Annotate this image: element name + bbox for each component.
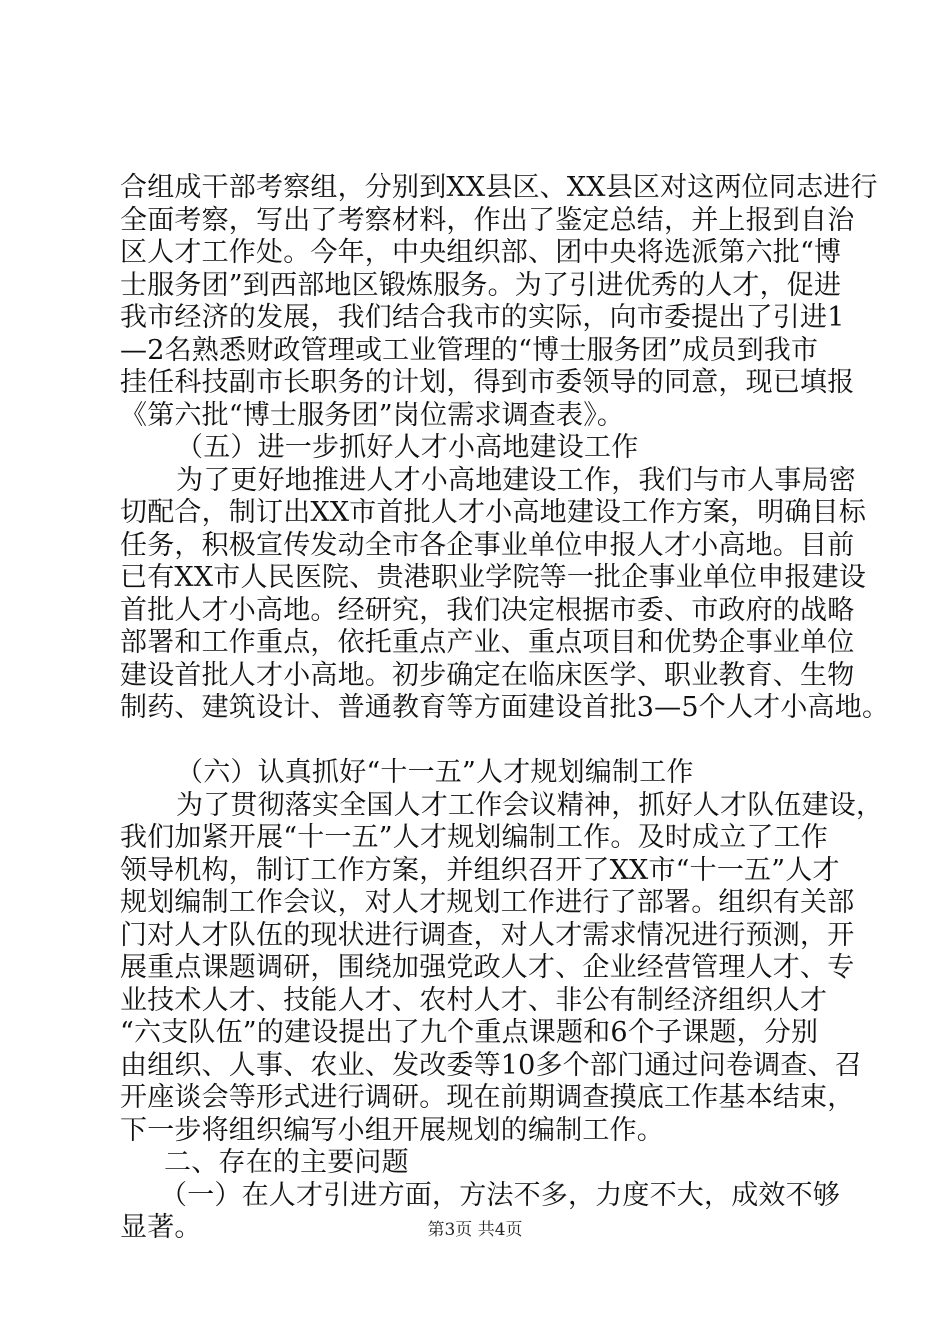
body-line: 业技术人才、技能人才、农村人才、非公有制经济组织人才 (120, 984, 828, 1016)
subsection-heading-1: （一）在人才引进方面，方法不多，力度不大，成效不够 (160, 1179, 840, 1211)
body-line: 为了更好地推进人才小高地建设工作，我们与市人事局密 (176, 464, 856, 496)
body-line: “六支队伍”的建设提出了九个重点课题和6个子课题，分别 (120, 1017, 819, 1048)
section-heading-5: （五）进一步抓好人才小高地建设工作 (176, 432, 639, 463)
body-line: 制药、建筑设计、普通教育等方面建设首批3—5个人才小高地。 (120, 692, 890, 723)
body-line: 下一步将组织编写小组开展规划的编制工作。 (120, 1114, 664, 1146)
body-line: —2名熟悉财政管理或工业管理的“博士服务团”成员到我市 (120, 334, 819, 366)
body-line: 规划编制工作会议，对人才规划工作进行了部署。组织有关部 (120, 887, 855, 918)
body-line: 显著。 (120, 1212, 202, 1243)
body-line: 开座谈会等形式进行调研。现在前期调查摸底工作基本结束， (120, 1082, 855, 1113)
body-line: 合组成干部考察组，分别到XX县区、XX县区对这两位同志进行 (120, 172, 878, 203)
body-line: 领导机构，制订工作方案，并组织召开了XX市“十一五”人才 (120, 854, 840, 886)
section-heading-6: （六）认真抓好“十一五”人才规划编制工作 (176, 757, 694, 788)
body-line: 展重点课题调研，围绕加强党政人才、企业经营管理人才、专 (120, 952, 855, 983)
body-line: 我市经济的发展，我们结合我市的实际，向市委提出了引进1 (120, 302, 845, 333)
body-line: 任务，积极宣传发动全市各企事业单位申报人才小高地。目前 (120, 529, 855, 561)
body-line: 由组织、人事、农业、发改委等10多个部门通过问卷调查、召 (120, 1049, 862, 1081)
body-line: 区人才工作处。今年，中央组织部、团中央将选派第六批“博 (120, 237, 842, 268)
document-body (120, 172, 890, 1245)
paragraph-gap (120, 725, 860, 758)
body-line: 建设首批人才小高地。初步确定在临床医学、职业教育、生物 (120, 659, 855, 691)
body-line: 已有XX市人民医院、贵港职业学院等一批企事业单位申报建设 (120, 562, 867, 593)
body-line: 《第六批“博士服务团”岗位需求调查表》。 (120, 399, 625, 431)
body-line: 我们加紧开展“十一五”人才规划编制工作。及时成立了工作 (120, 822, 829, 853)
body-line: 首批人才小高地。经研究，我们决定根据市委、市政府的战略 (120, 594, 855, 626)
body-line: 为了贯彻落实全国人才工作会议精神，抓好人才队伍建设， (176, 789, 884, 821)
body-line: 门对人才队伍的现状进行调查，对人才需求情况进行预测，开 (120, 919, 855, 951)
body-line: 部署和工作重点，依托重点产业、重点项目和优势企事业单位 (120, 627, 855, 658)
body-line: 挂任科技副市长职务的计划，得到市委领导的同意，现已填报 (120, 367, 855, 398)
section-heading-2: 二、存在的主要问题 (164, 1147, 409, 1178)
page-number-footer: 第3页 共4页 (427, 1220, 523, 1240)
body-line: 士服务团”到西部地区锻炼服务。为了引进优秀的人才，促进 (120, 269, 842, 301)
body-line: 切配合，制订出XX市首批人才小高地建设工作方案，明确目标 (120, 497, 867, 528)
body-line: 全面考察，写出了考察材料，作出了鉴定总结，并上报到自治 (120, 204, 855, 236)
